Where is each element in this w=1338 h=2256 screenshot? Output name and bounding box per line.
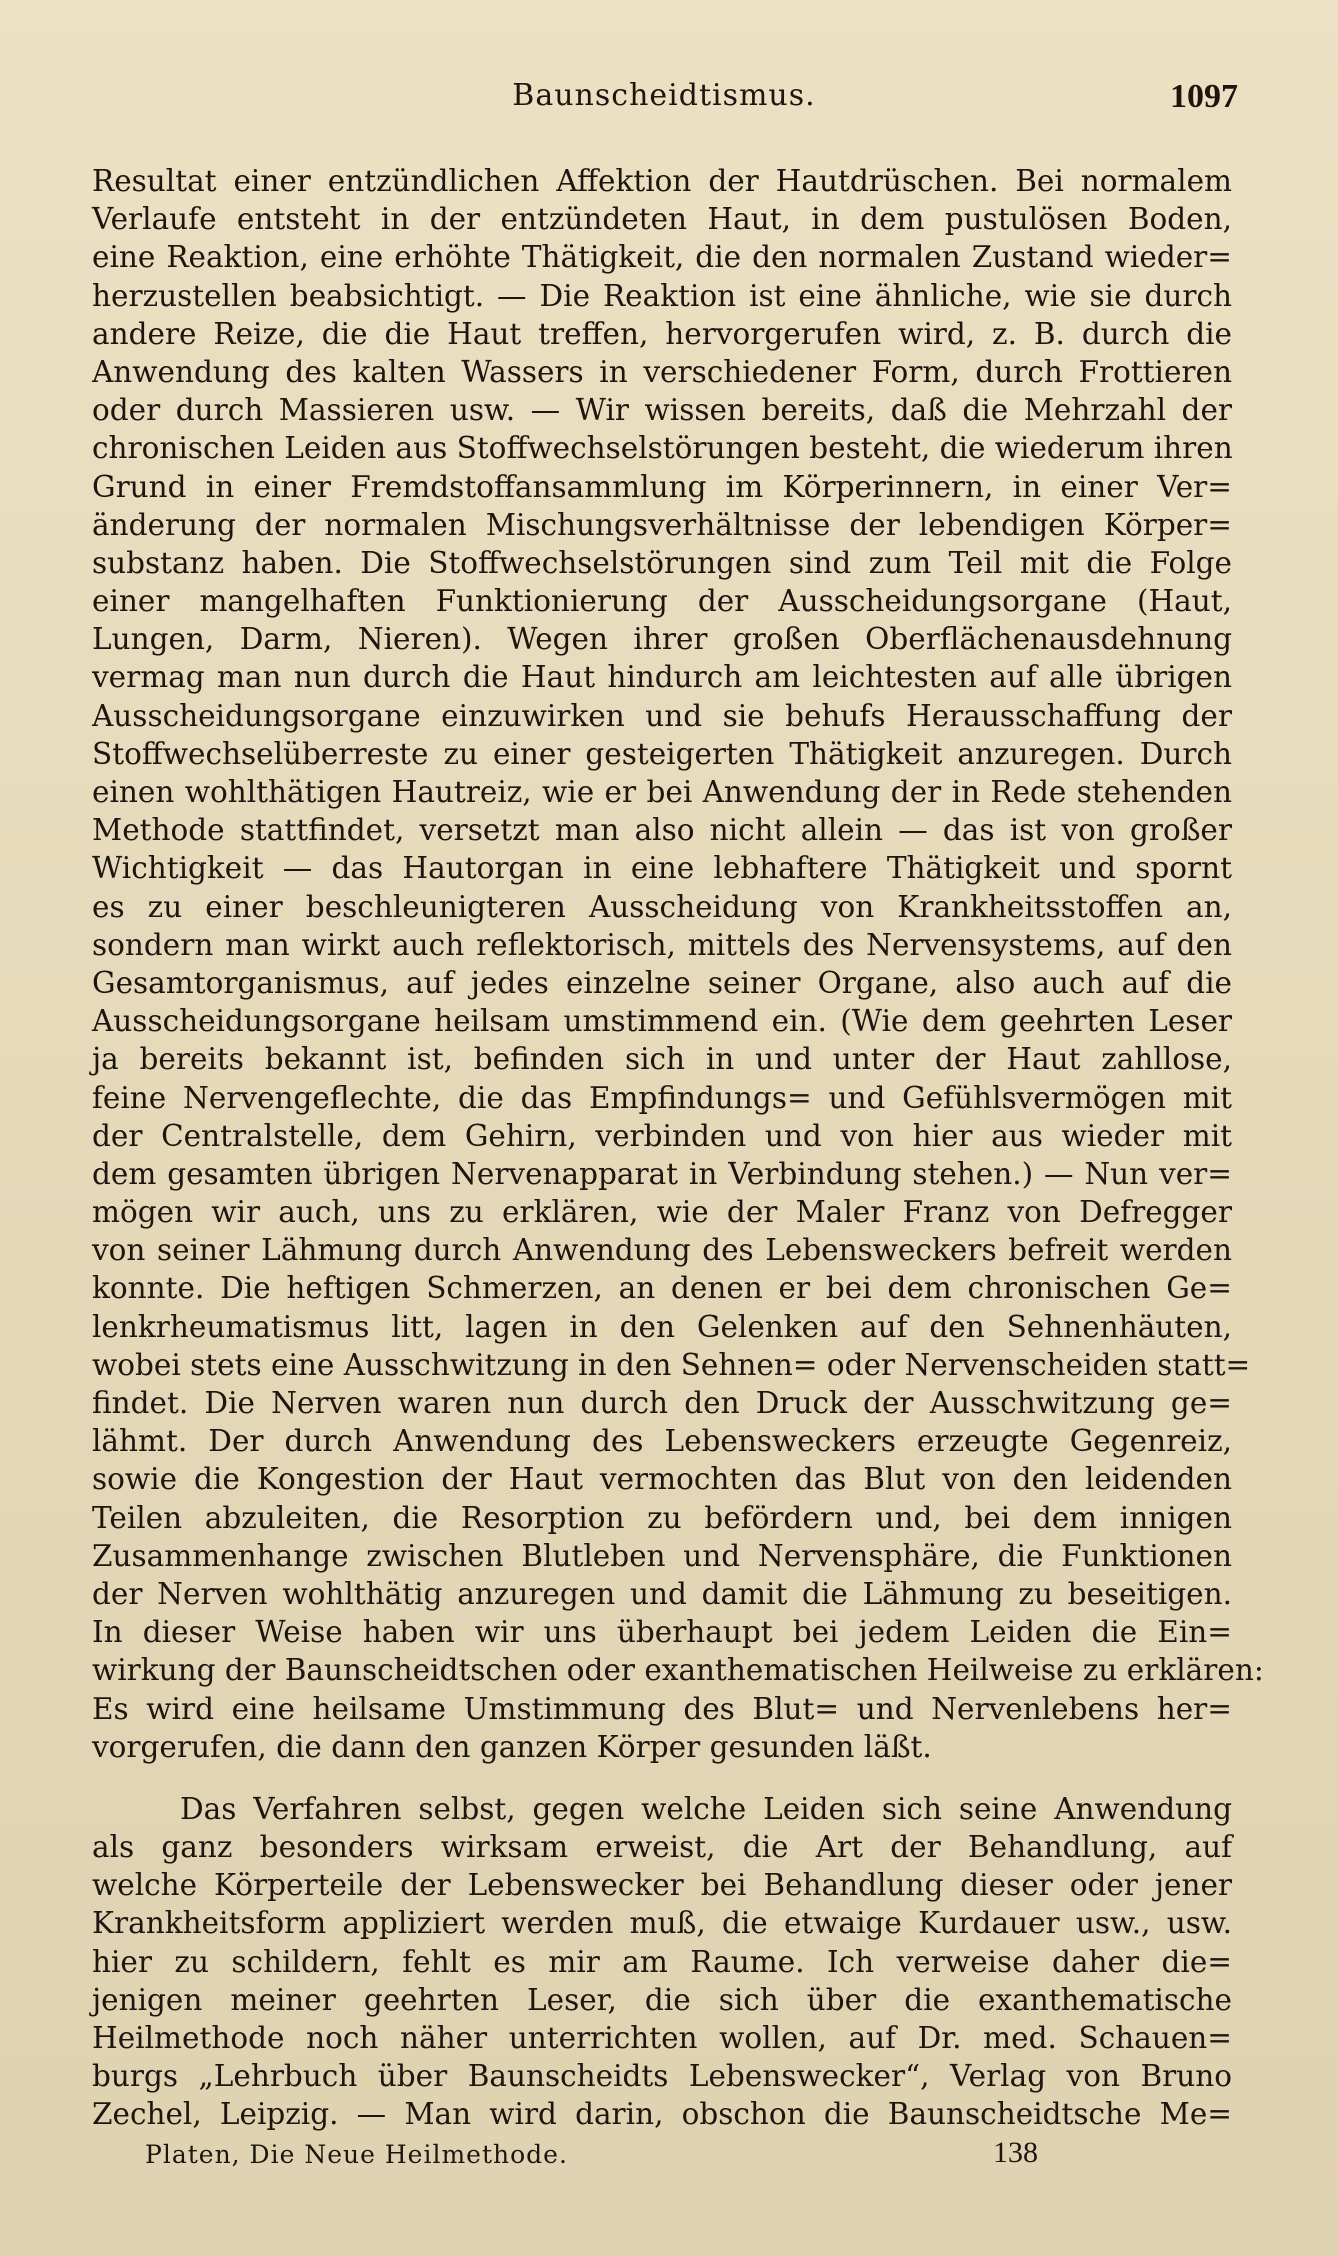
running-title: Baunscheidtismus. bbox=[512, 78, 816, 113]
text-line: Resultat einer entzündlichen Affektion der Hautdrüschen. Bei normalem bbox=[92, 164, 1232, 198]
text-line: änderung der normalen Mischungsverhältnisse der lebendigen Körper= bbox=[92, 507, 1232, 542]
text-line: In dieser Weise haben wir uns überhaupt bei jedem Leiden die Ein= bbox=[92, 1615, 1232, 1650]
text-line: wobei stets eine Ausschwitzung in den Sehnen= oder Nervenscheiden statt= bbox=[92, 1347, 1251, 1382]
text-line: ja bereits bekannt ist, befinden sich in und unter der Haut zahllose, bbox=[92, 1042, 1232, 1077]
text-line: der Nerven wohlthätig anzuregen und damit die Lähmung zu beseitigen. bbox=[92, 1576, 1232, 1611]
text-line: Zechel, Leipzig. — Man wird darin, obschon die Baunscheidtsche Me= bbox=[92, 2097, 1232, 2132]
text-line: Das Verfahren selbst, gegen welche Leiden sich seine Anwendung bbox=[180, 1791, 1232, 1826]
paragraph bbox=[92, 1790, 1232, 2134]
text-line: hier zu schildern, fehlt es mir am Raume. Ich verweise daher die= bbox=[92, 1944, 1232, 1979]
text-line: Lungen, Darm, Nieren). Wegen ihrer großen Oberflächenausdehnung bbox=[92, 622, 1232, 657]
text-line: vermag man nun durch die Haut hindurch am leichtesten auf alle übrigen bbox=[92, 660, 1232, 695]
text-line: dem gesamten übrigen Nervenapparat in Verbindung stehen.) — Nun ver= bbox=[92, 1156, 1232, 1191]
page-number: 1097 bbox=[1170, 78, 1238, 115]
text-line: der Centralstelle, dem Gehirn, verbinden und von hier aus wieder mit bbox=[92, 1118, 1232, 1153]
paragraph bbox=[92, 162, 1264, 1766]
text-line: mögen wir auch, uns zu erklären, wie der Maler Franz von Defregger bbox=[92, 1195, 1232, 1230]
text-line: Zusammenhange zwischen Blutleben und Nervensphäre, die Funktionen bbox=[92, 1538, 1232, 1573]
text-line: substanz haben. Die Stoffwechselstörungen sind zum Teil mit die Folge bbox=[92, 545, 1232, 580]
text-line: es zu einer beschleunigteren Ausscheidung von Krankheitsstoffen an, bbox=[92, 889, 1232, 924]
text-line: herzustellen beabsichtigt. — Die Reaktion ist eine ähnliche, wie sie durch bbox=[92, 278, 1232, 313]
paragraph-gap bbox=[92, 1766, 1232, 1790]
page-header bbox=[90, 78, 1238, 128]
text-line: Wichtigkeit — das Hautorgan in eine lebhaftere Thätigkeit und spornt bbox=[92, 851, 1232, 886]
text-line: oder durch Massieren usw. — Wir wissen bereits, daß die Mehrzahl der bbox=[92, 393, 1232, 428]
text-line: Grund in einer Fremdstoffansammlung im Körperinnern, in einer Ver= bbox=[92, 469, 1232, 504]
text-line: burgs „Lehrbuch über Baunscheidts Lebenswecker“, Verlag von Bruno bbox=[92, 2059, 1232, 2094]
text-line: sondern man wirkt auch reflektorisch, mittels des Nervensystems, auf den bbox=[92, 927, 1232, 962]
text-line: andere Reize, die die Haut treffen, hervorgerufen wird, z. B. durch die bbox=[92, 316, 1232, 351]
text-line: lenkrheumatismus litt, lagen in den Gelenken auf den Sehnenhäuten, bbox=[92, 1309, 1232, 1344]
text-line: feine Nervengeflechte, die das Empfindungs= und Gefühlsvermögen mit bbox=[92, 1080, 1232, 1115]
text-line: Methode stattfindet, versetzt man also nicht allein — das ist von großer bbox=[92, 813, 1232, 848]
text-line: Verlaufe entsteht in der entzündeten Haut, in dem pustulösen Boden, bbox=[92, 202, 1232, 237]
text-line: von seiner Lähmung durch Anwendung des Lebensweckers befreit werden bbox=[92, 1233, 1232, 1268]
text-line: jenigen meiner geehrten Leser, die sich über die exanthematische bbox=[92, 1982, 1232, 2017]
signature-number: 138 bbox=[993, 2136, 1038, 2169]
page-footer bbox=[145, 2136, 1188, 2180]
text-line: Ausscheidungsorgane einzuwirken und sie behufs Herausschaffung der bbox=[92, 698, 1232, 733]
text-line: einen wohlthätigen Hautreiz, wie er bei Anwendung der in Rede stehenden bbox=[92, 775, 1232, 809]
text-line: Teilen abzuleiten, die Resorption zu befördern und, bei dem innigen bbox=[92, 1500, 1232, 1535]
text-line: Anwendung des kalten Wassers in verschiedener Form, durch Frottieren bbox=[92, 354, 1232, 389]
text-line: Stoffwechselüberreste zu einer gesteigerten Thätigkeit anzuregen. Durch bbox=[92, 736, 1232, 771]
text-line: lähmt. Der durch Anwendung des Lebensweckers erzeugte Gegenreiz, bbox=[92, 1424, 1232, 1459]
text-line: findet. Die Nerven waren nun durch den Druck der Ausschwitzung ge= bbox=[92, 1386, 1232, 1420]
text-line: Ausscheidungsorgane heilsam umstimmend ein. (Wie dem geehrten Leser bbox=[92, 1004, 1232, 1039]
text-line: chronischen Leiden aus Stoffwechselstörungen besteht, die wiederum ihren bbox=[92, 431, 1233, 466]
text-line: Krankheitsform appliziert werden muß, die etwaige Kurdauer usw., usw. bbox=[92, 1906, 1232, 1941]
text-line: konnte. Die heftigen Schmerzen, an denen er bei dem chronischen Ge= bbox=[92, 1271, 1232, 1306]
text-line: welche Körperteile der Lebenswecker bei Behandlung dieser oder jener bbox=[92, 1868, 1232, 1903]
text-line: eine Reaktion, eine erhöhte Thätigkeit, die den normalen Zustand wieder= bbox=[92, 240, 1232, 275]
text-line: sowie die Kongestion der Haut vermochten das Blut von den leidenden bbox=[92, 1462, 1232, 1497]
text-line: Es wird eine heilsame Umstimmung des Blut= und Nervenlebens her= bbox=[92, 1691, 1232, 1726]
text-line: vorgerufen, die dann den ganzen Körper gesunden läßt. bbox=[92, 1729, 932, 1764]
text-line: wirkung der Baunscheidtschen oder exanthematischen Heilweise zu erklären: bbox=[92, 1653, 1264, 1688]
text-line: Heilmethode noch näher unterrichten wollen, auf Dr. med. Schauen= bbox=[92, 2021, 1232, 2055]
text-line: als ganz besonders wirksam erweist, die Art der Behandlung, auf bbox=[92, 1830, 1232, 1865]
printer-signature: Platen, Die Neue Heilmethode. bbox=[145, 2140, 568, 2169]
text-line: Gesamtorganismus, auf jedes einzelne seiner Organe, also auch auf die bbox=[92, 965, 1232, 1000]
body-text bbox=[92, 162, 1264, 2134]
text-line: einer mangelhaften Funktionierung der Ausscheidungsorgane (Haut, bbox=[92, 584, 1232, 619]
